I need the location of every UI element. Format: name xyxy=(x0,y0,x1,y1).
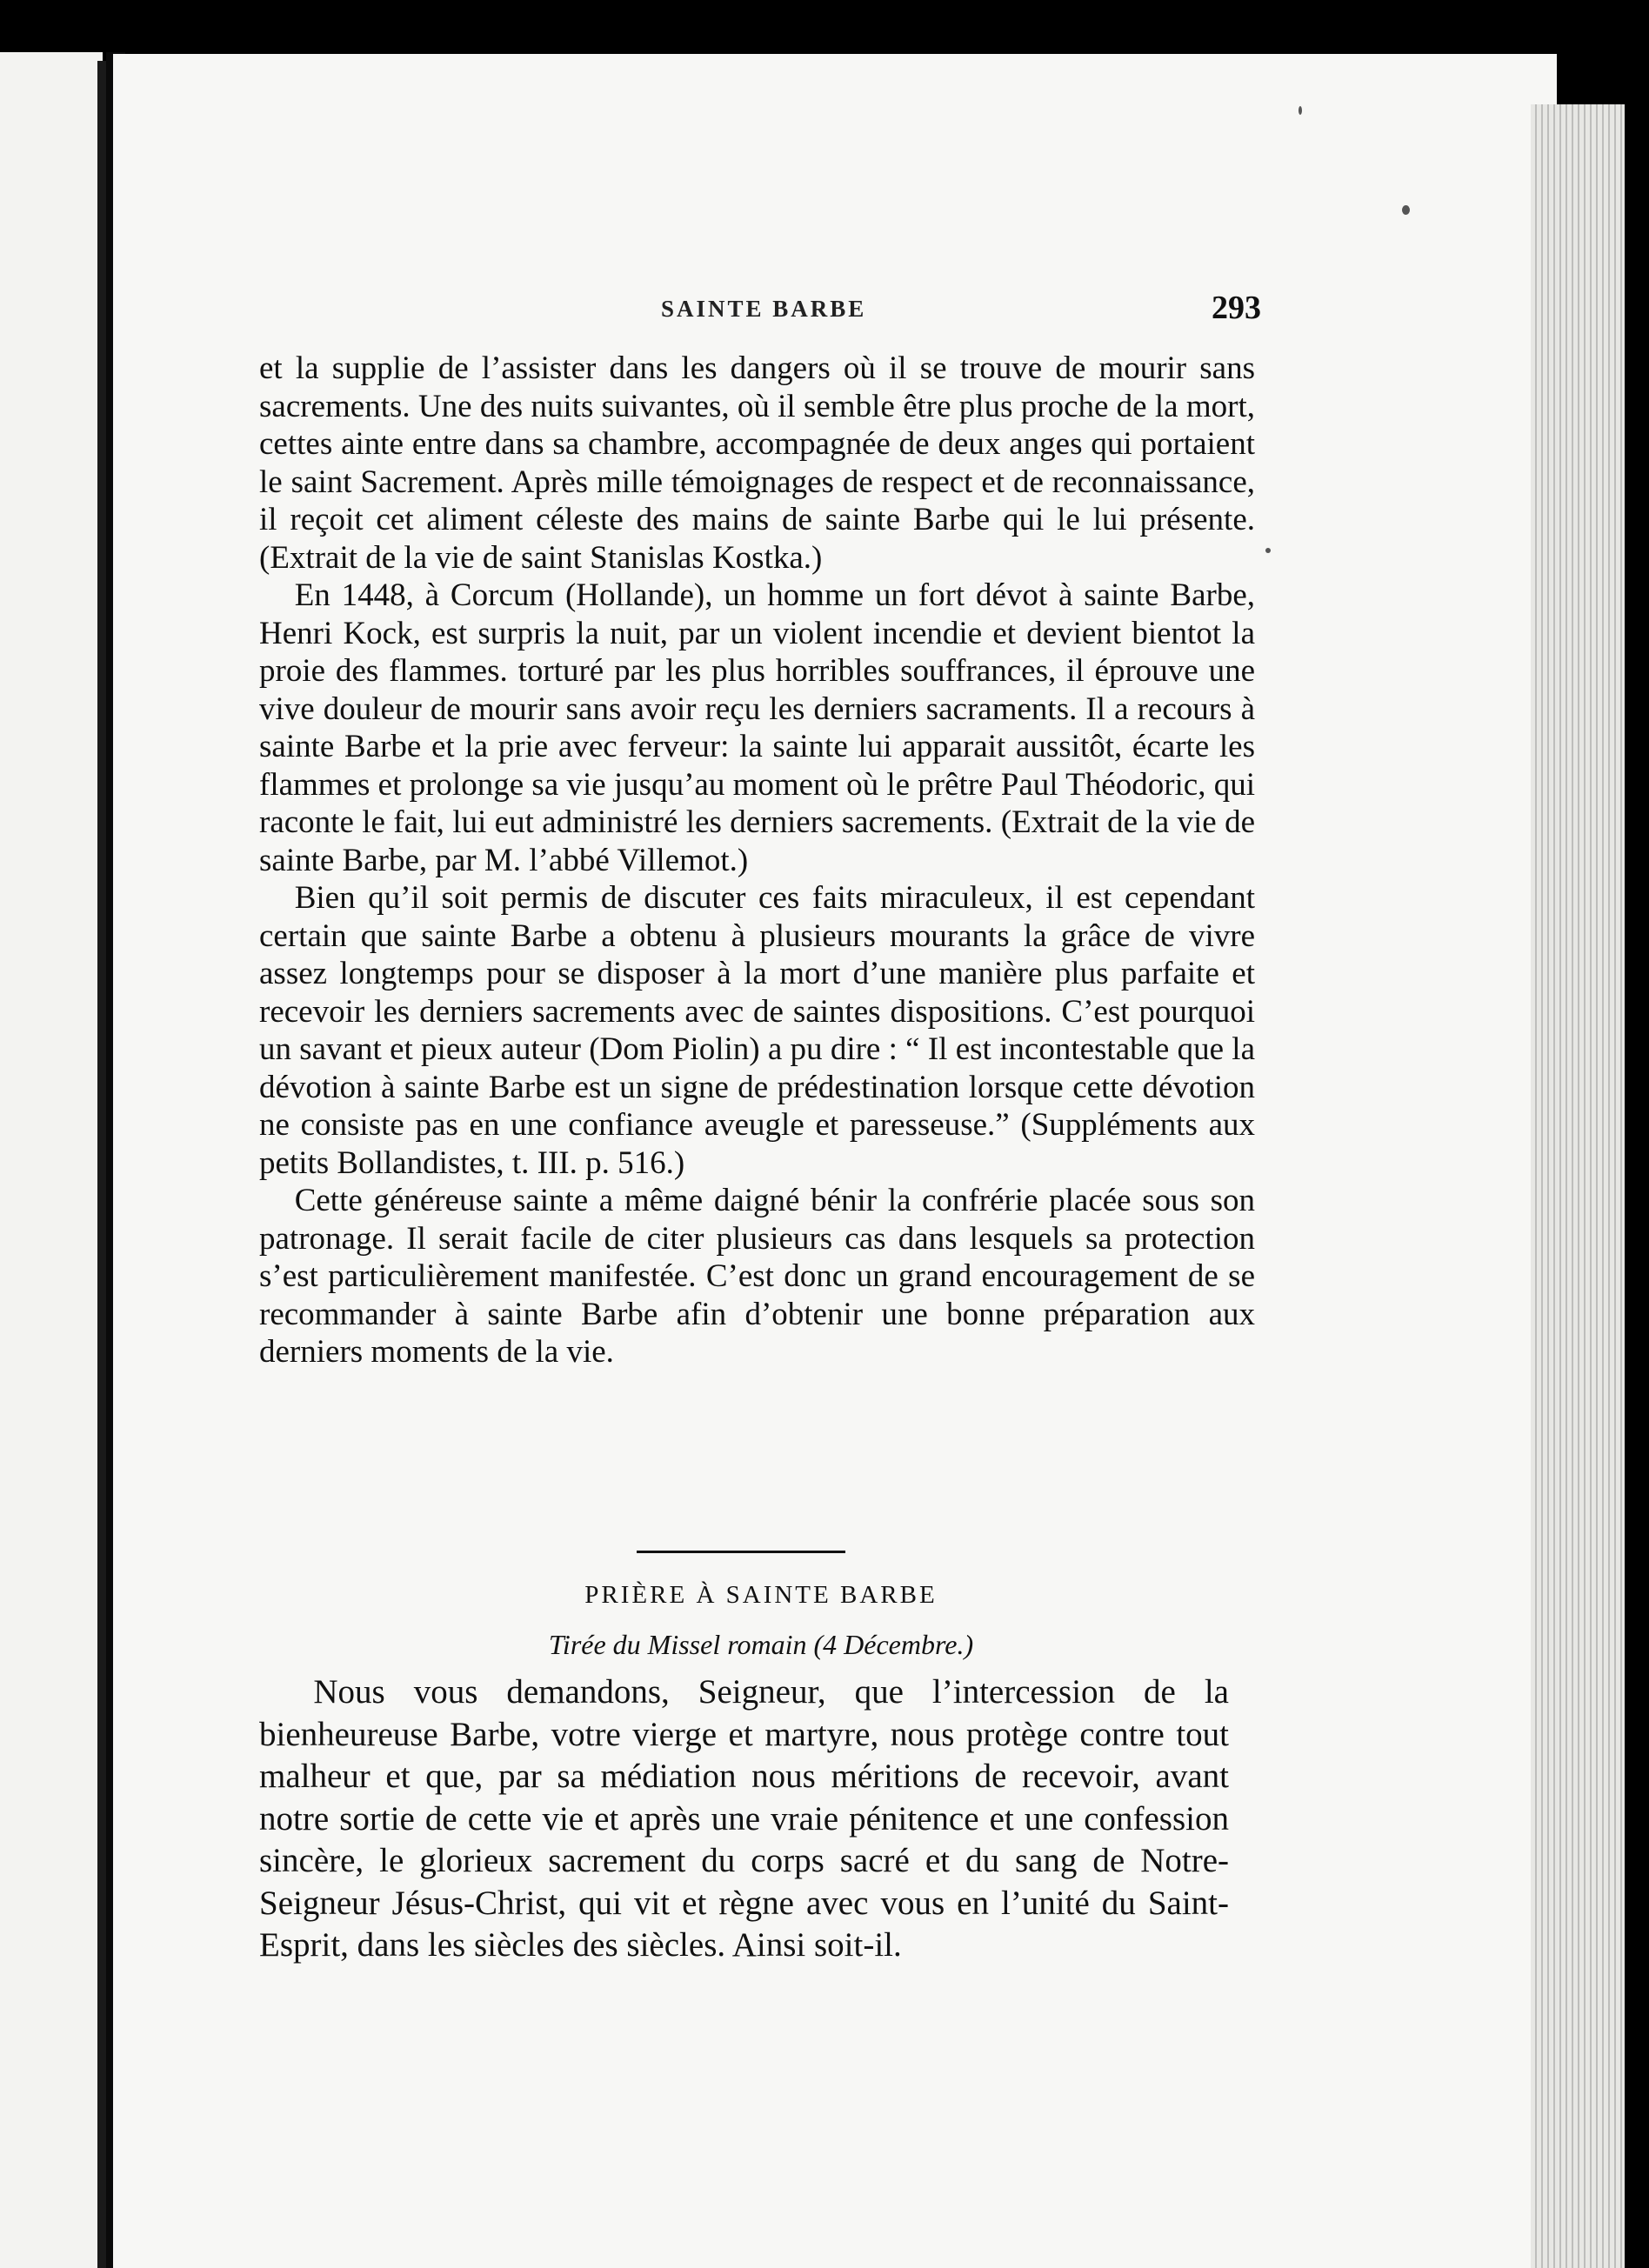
page-stack-edge xyxy=(1531,104,1626,2268)
page-number: 293 xyxy=(1212,290,1261,326)
dust-speck xyxy=(1265,548,1271,553)
paragraph: Bien qu’il soit permis de discuter ces faits miraculeux, il est cependant certain que sainte Barbe a obtenu à plusieurs mourants la grâce de vivre assez longtemps pour se disposer à la mort d’une manière plus parfaite et recevoir les derniers sacrements avec de saintes dispositions. C’est pourquoi un savant et pieux auteur (Dom Piolin) a pu dire : “ Il est incontestable que la dévotion à sainte Barbe est un signe de prédestination lorsque cette dévotion ne consiste pas en une confiance aveugle et paresseuse.” (Suppléments aux petits Bollandistes, t. III. p. 516.) xyxy=(259,880,1255,1181)
prayer-title: PRIÈRE À SAINTE BARBE xyxy=(584,1581,938,1609)
paragraph: Cette généreuse sainte a même daigné bénir la confrérie placée sous son patronage. Il serait facile de citer plusieurs cas dans lesquels sa protection s’est particulièrement manifestée. C’est donc un grand encouragement de se recommander à sainte Barbe afin d’obtenir une bonne préparation aux derniers moments de la vie. xyxy=(259,1183,1255,1370)
dust-speck xyxy=(1299,106,1302,115)
prayer-paragraph: Nous vous demandons, Seigneur, que l’intercession de la bienheureuse Barbe, votre vierge et martyre, nous protège contre tout malheur et que, par sa médiation nous méritions de recevoir, avant notre sortie de cette vie et après une vraie pénitence et une confession sincère, le glorieux sacrement du corps sacré et du sang de Notre-Seigneur Jésus-Christ, qui vit et règne avec vous en l’unité du Saint-Esprit, dans les siècles des siècles. Ainsi soit-il. xyxy=(259,1673,1229,1964)
body-text xyxy=(259,350,1255,1371)
dust-speck xyxy=(1402,205,1410,215)
paragraph: et la supplie de l’assister dans les dangers où il se trouve de mourir sans sacrements. Une des nuits suivantes, où il semble être plus proche de la mort, cettes ainte entre dans sa chambre, accompagnée de deux anges qui portaient le saint Sacrement. Après mille témoignages de respect et de reconnaissance, il reçoit cet aliment céleste des mains de sainte Barbe qui le lui présente. (Extrait de la vie de saint Stanislas Kostka.) xyxy=(259,350,1255,576)
prayer-text xyxy=(259,1671,1229,1967)
prayer-subtitle: Tirée du Missel romain (4 Décembre.) xyxy=(548,1629,974,1660)
left-page-edge xyxy=(0,52,103,2268)
page-stack-shadow xyxy=(1625,104,1649,2268)
page-header xyxy=(261,290,1261,339)
running-head: SAINTE BARBE xyxy=(661,296,867,322)
section-divider xyxy=(637,1551,845,1553)
left-page-shadow xyxy=(97,61,106,2268)
paragraph: En 1448, à Corcum (Hollande), un homme un fort dévot à sainte Barbe, Henri Kock, est surpris la nuit, par un violent incendie et devient bientot la proie des flammes. torturé par les plus horribles souffrances, il éprouve une vive douleur de mourir sans avoir reçu les derniers sacraments. Il a recours à sainte Barbe et la prie avec ferveur: la sainte lui apparait aussitôt, écarte les flammes et prolonge sa vie jusqu’au moment où le prêtre Paul Théodoric, qui raconte le fait, lui eut administré les derniers sacrements. (Extrait de la vie de sainte Barbe, par M. l’abbé Villemot.) xyxy=(259,577,1255,878)
